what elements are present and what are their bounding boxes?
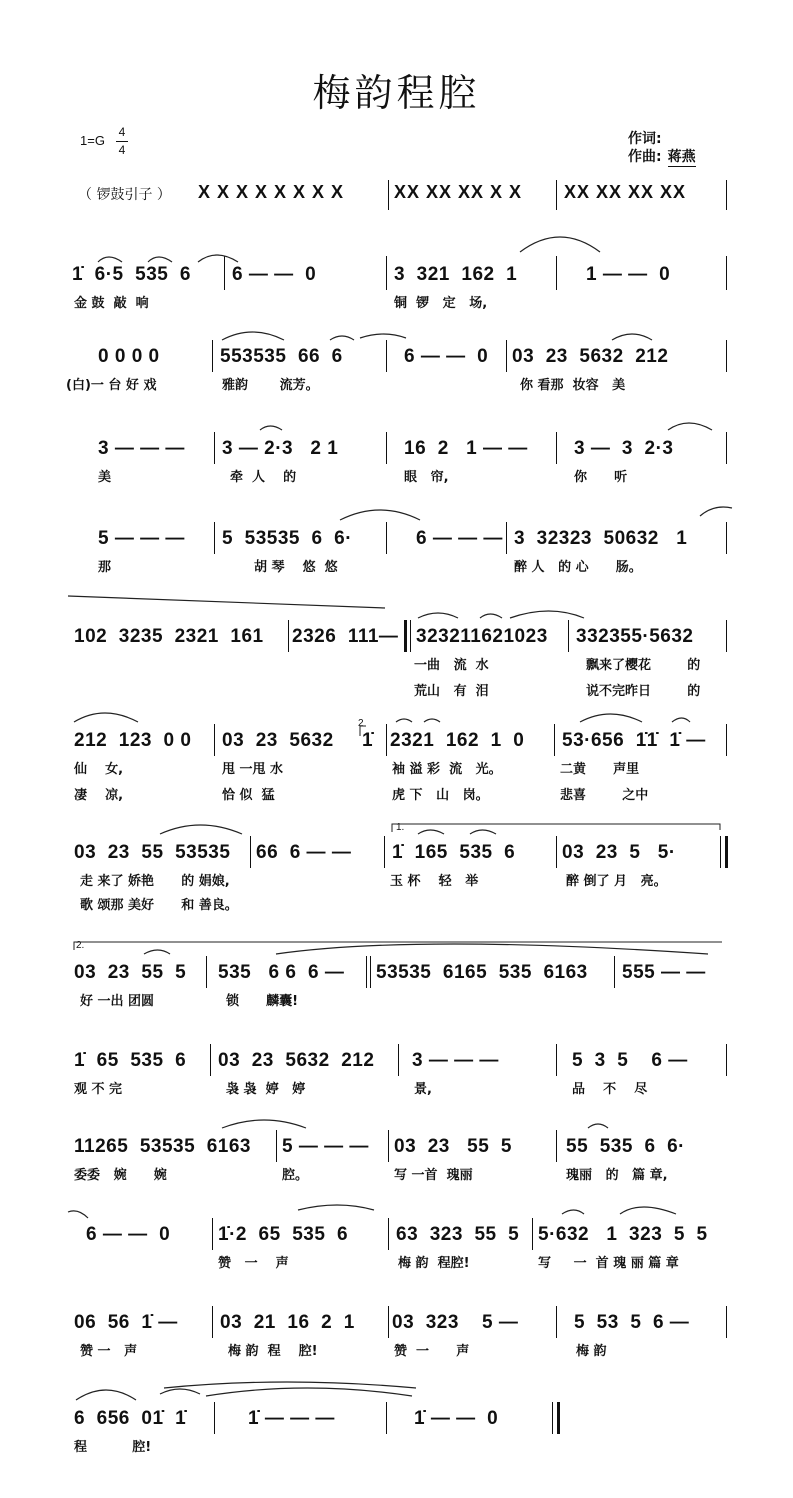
measure: 5 53535 6 6·	[222, 528, 353, 549]
slur	[520, 237, 600, 252]
slur	[580, 714, 642, 722]
measure: 212 123 0 0	[74, 730, 192, 751]
volta-bracket-2	[360, 726, 366, 736]
measure: 5 — — —	[282, 1136, 369, 1157]
measure: 1̇ — — 0	[414, 1408, 499, 1429]
slur	[198, 255, 238, 262]
lyric-verse-2: 荒山 有 泪	[414, 684, 489, 699]
measure: 16 2 1 — —	[404, 438, 528, 459]
slur	[76, 1390, 136, 1400]
lyric: 袖 溢 彩 流 光。	[392, 762, 502, 777]
measure: 03 23 5632 212	[218, 1050, 375, 1071]
intro-measure-2: XX XX XX X X	[394, 182, 523, 202]
slur	[418, 830, 444, 834]
measure: 5 — — —	[98, 528, 185, 549]
meter-top: 4	[118, 125, 126, 139]
slur	[222, 1120, 306, 1128]
measure: 11265 53535 6163	[74, 1136, 252, 1157]
slur	[510, 611, 584, 618]
slur	[396, 719, 412, 722]
lyric: 走 来了 娇艳 的 娟娘,	[80, 874, 230, 889]
lyric: 赞 一 声	[394, 1344, 470, 1359]
slur	[206, 1388, 412, 1396]
lyric-verse-2: 说不完昨日 的	[586, 684, 701, 699]
lyric: 飘来了樱花 的	[586, 658, 701, 673]
lyric: 雅韵 流芳。	[222, 378, 319, 393]
lyric: 醉 人 的 心 肠。	[514, 560, 642, 575]
lyric: (白)一 台 好 戏	[66, 378, 157, 393]
lyric: 景,	[414, 1082, 432, 1097]
page-title: 梅韵程腔	[312, 71, 481, 115]
measure: 5 53 5 6 —	[574, 1312, 690, 1333]
lyric: 好 一出 团圆	[80, 994, 155, 1009]
measure: 03 23 55 53535	[74, 842, 231, 863]
slur	[74, 713, 138, 722]
volta-mark: 1.	[396, 822, 405, 833]
lyric: 金 鼓 敲 响	[74, 296, 149, 311]
lyric-verse-2: 虎 下 山 岗。	[392, 788, 489, 803]
measure: 323211621023	[416, 626, 548, 647]
lyric: 铜 锣 定 场,	[394, 296, 488, 311]
slur	[588, 1124, 608, 1128]
measure: 2321 162 1 0	[390, 730, 525, 751]
slur	[222, 332, 284, 340]
lyric: 那	[98, 560, 112, 575]
measure: 3 — 2·3 2 1	[222, 438, 339, 459]
lyric: 牵 人 的	[230, 470, 297, 485]
lyric: 赞 一 声	[80, 1344, 138, 1359]
measure: 1̇·2 65 535 6	[218, 1224, 349, 1245]
measure: 1̇ 6·5 535 6	[72, 264, 191, 285]
composer-label: 作曲:	[628, 149, 662, 165]
lyric: 玉 杯 轻 举	[390, 874, 479, 889]
slur	[330, 336, 354, 340]
slur	[144, 950, 170, 954]
measure: 3 — — —	[412, 1050, 499, 1071]
lyric: 梅 韵 程 腔!	[228, 1344, 318, 1359]
lyric: 写 一 首 瑰 丽 篇 章	[538, 1256, 679, 1271]
lyric: 瑰丽 的 篇 章,	[566, 1168, 668, 1183]
measure: 1̇ 65 535 6	[74, 1050, 187, 1071]
lyric: 你 听	[574, 470, 628, 485]
measure: 1̇ 165 535 6	[392, 842, 516, 863]
lyric: 观 不 完	[74, 1082, 123, 1097]
lyric-verse-2: 凄 凉,	[74, 788, 124, 803]
intro-label: （ 锣鼓引子 ）	[78, 187, 171, 203]
lyric: 梅 韵 程腔!	[398, 1256, 470, 1271]
lyricist-name: 蒋燕	[667, 149, 696, 165]
measure: 6 — — 0	[404, 346, 489, 367]
measure: 1̇ — — —	[248, 1408, 335, 1429]
slur	[668, 423, 712, 430]
lyric: 袅 袅 婷 婷	[226, 1082, 306, 1097]
lyric: 写 一首 瑰丽	[394, 1168, 473, 1183]
meter-bottom: 4	[116, 141, 128, 159]
slur	[98, 257, 122, 262]
measure: 5·632 1 323 5 5	[538, 1224, 708, 1245]
slur	[340, 510, 420, 520]
measure: 03 23 55 5	[394, 1136, 512, 1157]
lyric: 甩 一甩 水	[222, 762, 284, 777]
measure: 553535 66 6	[220, 346, 343, 367]
slur	[480, 614, 502, 618]
measure: 555 — —	[622, 962, 706, 983]
measure: 6 — — 0	[86, 1224, 171, 1245]
lyric: 品 不 尽	[572, 1082, 648, 1097]
measure: 535 6 6 6 —	[218, 962, 345, 983]
measure: 53535 6165 535 6163	[376, 962, 588, 983]
slur	[260, 426, 282, 430]
slur	[700, 507, 732, 516]
lyric-verse-2: 恰 似 猛	[222, 788, 275, 803]
lyric: 锁 麟囊!	[226, 994, 299, 1009]
lyric: 美	[98, 470, 112, 485]
intro-measure-1: X X X X X X X X	[198, 182, 345, 202]
lyric: 二黄 声里	[560, 762, 640, 777]
slur	[470, 830, 496, 834]
measure: 03 23 5 5·	[562, 842, 676, 863]
intro-measure-3: XX XX XX XX	[564, 182, 687, 202]
lyric-verse-2: 歌 颂那 美好 和 善良。	[80, 898, 238, 913]
slur	[562, 1210, 584, 1214]
lyric: 胡 琴 悠 悠	[254, 560, 338, 575]
lyric: 你 看那 妆容 美	[520, 378, 626, 393]
volta-mark: 2.	[76, 940, 85, 951]
slur	[418, 613, 458, 618]
measure: 332355·5632	[576, 626, 694, 647]
tie-across-system	[68, 596, 385, 608]
slur	[160, 1389, 200, 1394]
measure: 6 — — 0	[232, 264, 317, 285]
measure: 2326 111—	[292, 626, 399, 647]
slur	[298, 1205, 374, 1210]
measure: 53·656 1̇1̇ 1̇ —	[562, 730, 706, 751]
measure: 03 23 5632 212	[512, 346, 669, 367]
measure: 0 0 0 0	[98, 346, 160, 367]
measure: 55 535 6 6·	[566, 1136, 685, 1157]
slur	[424, 719, 440, 722]
measure: 06 56 1̇ —	[74, 1312, 178, 1333]
key-signature: 1=G	[80, 133, 105, 148]
lyric: 委委 婉 婉	[74, 1168, 167, 1183]
volta-bracket-1	[392, 824, 720, 832]
measure: 03 23 55 5	[74, 962, 187, 983]
measure: 3 — — —	[98, 438, 185, 459]
slur	[612, 334, 652, 340]
slur	[360, 334, 406, 338]
measure: 03 21 16 2 1	[220, 1312, 355, 1333]
lyric-verse-2: 悲喜 之中	[560, 788, 649, 803]
slur	[620, 1207, 676, 1214]
measure: 63 323 55 5	[396, 1224, 520, 1245]
lyric: 赞 一 声	[218, 1256, 289, 1271]
slur	[68, 1211, 88, 1218]
lyric: 一曲 流 水	[414, 658, 489, 673]
measure: 1 — — 0	[586, 264, 671, 285]
measure: 3 — 3 2·3	[574, 438, 674, 459]
lyric: 程 腔!	[74, 1440, 152, 1455]
slur	[148, 257, 172, 262]
measure: 03 23 5632	[222, 730, 334, 751]
measure: 6 — — —	[416, 528, 503, 549]
slur	[160, 825, 242, 834]
measure: 03 323 5 —	[392, 1312, 519, 1333]
measure: 102 3235 2321 161	[74, 626, 264, 647]
lyric: 眼 帘,	[404, 470, 449, 485]
slur	[672, 718, 690, 722]
lyric: 梅 韵	[576, 1344, 607, 1359]
measure: 3 321 162 1	[394, 264, 518, 285]
measure: 3 32323 50632 1	[514, 528, 688, 549]
measure: 1̇	[362, 730, 374, 751]
lyric: 仙 女,	[74, 762, 124, 777]
measure: 5 3 5 6 —	[572, 1050, 688, 1071]
volta-mark: 2	[358, 718, 364, 729]
slur	[276, 944, 708, 954]
lyric: 醉 倒了 月 亮。	[566, 874, 667, 889]
slur	[164, 1382, 416, 1388]
lyricist-label: 作词:	[628, 131, 662, 147]
measure: 66 6 — —	[256, 842, 352, 863]
measure: 6 656 01̇ 1̇	[74, 1408, 187, 1429]
lyric: 腔。	[282, 1168, 309, 1183]
